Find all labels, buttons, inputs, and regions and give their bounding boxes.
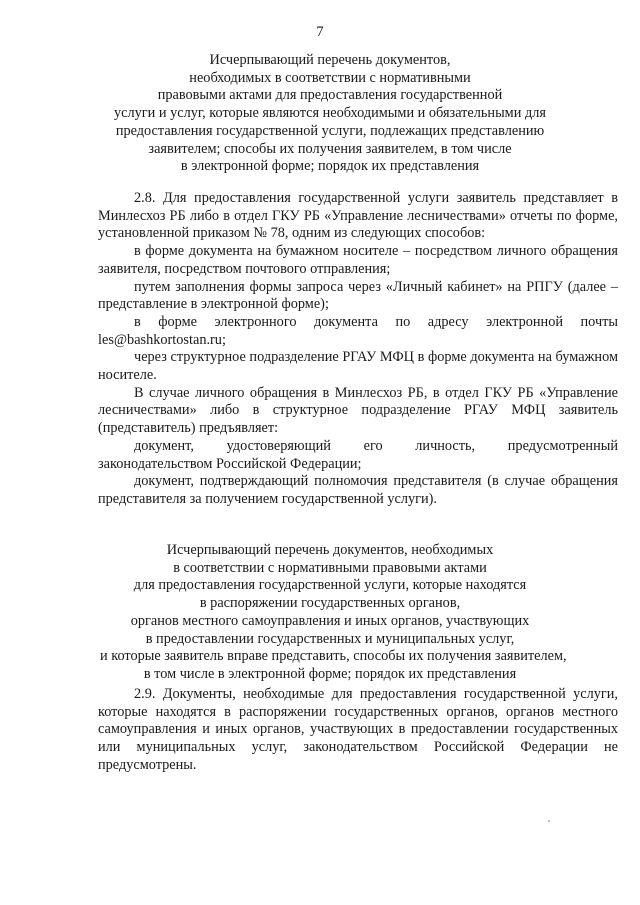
paragraph-identity-document: документ, удостоверяющий его личность, предусмотренный законодательством Российской Федерации;: [98, 437, 618, 472]
paragraph-paper-form: в форме документа на бумажном носителе – посредством личного обращения заявителя, посредством почтового отправления;: [98, 243, 618, 277]
paragraph-2-9: 2.9. Документы, необходимые для предоставления государственной услуги, которые находятся в распоряжении государственных органов, органов местного самоуправления и иных органов, участвующих в предоставлении государственных или муниципальных услуг, законодательством Российской Федерации не предусмотрены.: [98, 686, 618, 773]
heading-line: Исчерпывающий перечень документов,: [209, 52, 451, 68]
paragraph-2-8: 2.8. Для предоставления государственной услуги заявитель представляет в Минлесхоз РБ либо в отдел ГКУ РБ «Управление лесничествами» отчеты по форме, установленной приказом № 78, одним из следующих способов:: [98, 190, 618, 242]
scan-speck: [548, 820, 550, 822]
section-heading-interagency-documents: [100, 542, 567, 684]
heading-line: правовыми актами для предоставления государственной: [157, 87, 503, 104]
paragraph-authority-document: документ, подтверждающий полномочия представителя (в случае обращения представителя за получением государственной услуги).: [98, 473, 618, 507]
heading-line: в соответствии с нормативными правовыми актами: [173, 559, 487, 576]
heading-line: в том числе в электронной форме; порядок их представления: [143, 665, 517, 682]
paragraph-email: в форме электронного документа по адресу электронной почты les@bashkortostan.ru;: [98, 313, 618, 348]
heading-line: предоставления государственной услуги, подлежащих представлению: [115, 122, 545, 139]
paragraph-personal-visit: В случае личного обращения в Минлесхоз РБ, в отдел ГКУ РБ «Управление лесничествами» либо в структурное подразделение РГАУ МФЦ заявитель (представитель) предъявляет:: [98, 384, 618, 437]
heading-line: в предоставлении государственных и муниципальных услуг,: [145, 630, 515, 647]
heading-line: органов местного самоуправления и иных органов, участвующих: [130, 612, 530, 629]
heading-line: Исчерпывающий перечень документов, необходимых: [166, 542, 494, 558]
paragraph-electronic-form: путем заполнения формы запроса через «Личный кабинет» на РПГУ (далее – представление в электронной форме);: [98, 278, 618, 313]
heading-line: и которые заявитель вправе представить, способы их получения заявителем,: [100, 648, 567, 665]
section-body-2-9: [98, 686, 618, 775]
paragraph-mfc: через структурное подразделение РГАУ МФЦ в форме документа на бумажном носителе.: [98, 349, 618, 384]
section-heading-documents: [90, 52, 570, 176]
heading-line: для предоставления государственной услуги, которые находятся: [133, 577, 527, 594]
heading-line: услуги и услуг, которые являются необходимыми и обязательными для: [114, 105, 546, 122]
heading-line: в электронной форме; порядок их представления: [180, 158, 480, 175]
heading-line: необходимых в соответствии с нормативными: [189, 69, 471, 86]
heading-line: заявителем; способы их получения заявителем, в том числе: [148, 140, 512, 157]
section-body-2-8: [98, 190, 618, 509]
heading-line: в распоряжении государственных органов,: [199, 595, 461, 612]
page-number: 7: [316, 24, 324, 40]
